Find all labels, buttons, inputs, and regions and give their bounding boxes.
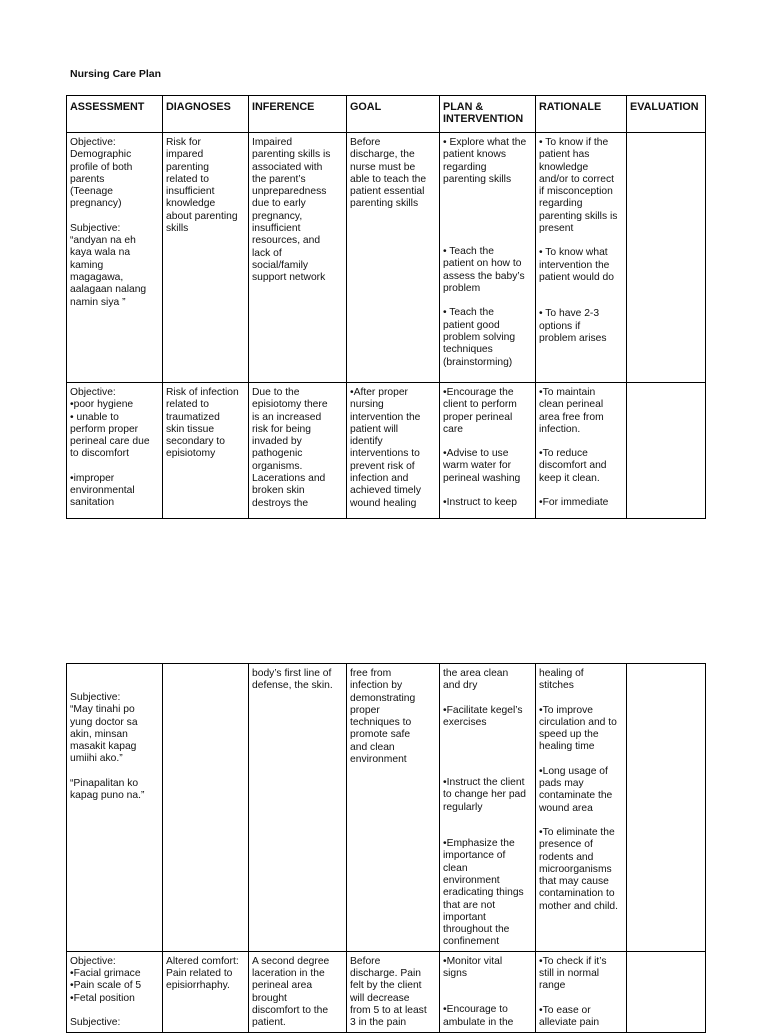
cell-text-line: • Teach the xyxy=(443,307,494,319)
line-spacer xyxy=(539,815,623,827)
line-spacer xyxy=(70,211,159,223)
cell-text-line: will decrease xyxy=(350,992,410,1004)
table-2-body xyxy=(67,664,706,1033)
cell-text-line: aalagaan nalang xyxy=(70,284,147,296)
cell-text-line: patient. xyxy=(252,1017,286,1029)
cell-text-line: alleviate pain xyxy=(539,1016,600,1028)
cell-text-line: •To reduce xyxy=(539,448,588,460)
cell-text-line: • To know if the xyxy=(539,137,609,148)
cell-text-line: microorganisms xyxy=(539,863,612,875)
cell-assessment xyxy=(67,664,163,952)
cell-text-line: •Encourage the xyxy=(443,387,514,398)
cell-rationale xyxy=(536,383,627,519)
header-row xyxy=(67,96,706,133)
cell-text-line: namin siya ” xyxy=(70,296,126,308)
line-spacer xyxy=(443,693,532,705)
cell-text-line: able to teach the xyxy=(350,173,427,185)
header-plan-line: PLAN & xyxy=(443,101,484,113)
cell-diagnoses xyxy=(163,133,249,383)
line-spacer xyxy=(70,1005,159,1017)
cell-rationale xyxy=(536,664,627,952)
cell-text-line: pregnancy, xyxy=(252,210,303,222)
cell-text-line: • Explore what the xyxy=(443,137,527,148)
line-spacer xyxy=(443,295,532,307)
line-spacer xyxy=(539,284,623,296)
cell-text-line: that are not xyxy=(443,899,496,911)
line-spacer xyxy=(539,296,623,308)
cell-text-line: confinement xyxy=(443,936,500,948)
cell-text-line: Impaired xyxy=(252,137,293,148)
cell-text-line: associated with xyxy=(252,161,323,173)
cell-evaluation xyxy=(627,133,706,383)
cell-text-line: • Teach the xyxy=(443,246,494,258)
cell-text-line: and clean xyxy=(350,741,395,753)
cell-text-line: kapag puno na.” xyxy=(70,790,145,802)
cell-text-line: from 5 to at least xyxy=(350,1004,427,1016)
cell-text-line: techniques to xyxy=(350,717,412,729)
cell-text-line: Subjective: xyxy=(70,692,121,703)
cell-text-line: • To know what xyxy=(539,247,608,259)
cell-text-line: importance of xyxy=(443,850,506,862)
cell-text-line: body’s first line of xyxy=(252,668,332,679)
cell-text-line: related to xyxy=(166,399,209,411)
cell-text-line: throughout the xyxy=(443,924,510,936)
cell-text-line: “May tinahi po xyxy=(70,704,135,716)
cell-text-line: presence of xyxy=(539,839,593,851)
line-spacer xyxy=(539,436,623,448)
cell-text-line: the parent’s xyxy=(252,173,306,185)
cell-text-line: Objective: xyxy=(70,955,116,967)
cell-text-line: •Advise to use xyxy=(443,448,509,460)
line-spacer xyxy=(443,729,532,741)
cell-text-line: infection by xyxy=(350,680,403,692)
cell-text-line: “Pinapalitan ko xyxy=(70,777,139,789)
cell-text-line: speed up the xyxy=(539,729,599,741)
line-spacer xyxy=(70,461,159,473)
cell-text-line: •Instruct to keep xyxy=(443,497,518,509)
cell-text-line: resources, and xyxy=(252,235,321,247)
cell-text-line: •To improve xyxy=(539,704,593,716)
cell-text-line: •After proper xyxy=(350,387,408,398)
cell-text-line: Pain related to xyxy=(166,968,233,980)
cell-evaluation xyxy=(627,951,706,1032)
cell-inference xyxy=(249,664,347,952)
cell-text-line: interventions to xyxy=(350,448,420,460)
cell-text-line: Risk of infection xyxy=(166,387,239,398)
cell-text-line: insufficient xyxy=(252,223,301,235)
cell-text-line: episiorrhaphy. xyxy=(166,980,230,992)
cell-text-line: lack of xyxy=(252,247,282,259)
cell-text-line: care xyxy=(443,423,464,435)
cell-text-line: •Monitor vital xyxy=(443,955,503,967)
cell-text-line: about parenting xyxy=(166,210,238,222)
cell-text-line: • unable to xyxy=(70,411,119,423)
cell-text-line: felt by the client xyxy=(350,980,422,992)
cell-text-line: area free from xyxy=(539,411,604,423)
line-spacer xyxy=(443,992,532,1004)
cell-text-line: •To ease or xyxy=(539,1004,591,1016)
cell-text-line: impared xyxy=(166,149,204,161)
page-title: Nursing Care Plan xyxy=(70,68,162,80)
cell-text-line: environment xyxy=(350,754,407,766)
cell-text-line: mother and child. xyxy=(539,900,618,912)
cell-text-line: pads may xyxy=(539,778,584,790)
cell-text-line: masakit kapag xyxy=(70,741,137,753)
cell-text-line: wound area xyxy=(539,802,593,814)
cell-text-line: environment xyxy=(443,874,500,886)
cell-text-line: •Long usage of xyxy=(539,765,608,777)
cell-text-line: healing of xyxy=(539,668,584,679)
cell-text-line: stitches xyxy=(539,680,574,692)
cell-text-line: ambulate in the xyxy=(443,1016,514,1028)
table-row xyxy=(67,383,706,519)
table-row xyxy=(67,951,706,1032)
cell-text-line: organisms. xyxy=(252,460,303,472)
cell-text-line: “andyan na eh xyxy=(70,235,136,247)
cell-text-line: wound healing xyxy=(350,497,417,509)
cell-text-line: perform proper xyxy=(70,423,139,435)
cell-text-line: broken skin xyxy=(252,485,305,497)
line-spacer xyxy=(443,198,532,210)
cell-assessment xyxy=(67,133,163,383)
cell-text-line: yung doctor sa xyxy=(70,716,138,728)
cell-text-line: infection. xyxy=(539,423,581,435)
cell-rationale xyxy=(536,133,627,383)
cell-text-line: 3 in the pain xyxy=(350,1017,407,1029)
line-spacer xyxy=(443,814,532,826)
cell-text-line: •To check if it’s xyxy=(539,955,607,967)
cell-text-line: •Pain scale of 5 xyxy=(70,980,142,992)
cell-text-line: proper perineal xyxy=(443,411,513,423)
cell-text-line: Lacerations and xyxy=(252,473,326,485)
cell-text-line: •Facilitate kegel’s xyxy=(443,704,523,716)
cell-diagnoses xyxy=(163,951,249,1032)
cell-text-line: discomfort to the xyxy=(252,1004,329,1016)
cell-text-line: patient would do xyxy=(539,271,614,283)
cell-text-line: regarding xyxy=(539,198,583,210)
cell-text-line: •Instruct the client xyxy=(443,777,525,789)
cell-text-line: contaminate the xyxy=(539,790,613,802)
cell-text-line: skills xyxy=(166,223,189,235)
cell-text-line: eradicating things xyxy=(443,887,524,899)
line-spacer xyxy=(443,186,532,198)
line-spacer xyxy=(70,668,159,680)
cell-text-line: demonstrating xyxy=(350,692,416,704)
line-spacer xyxy=(539,993,623,1005)
cell-text-line: perineal care due xyxy=(70,436,150,448)
cell-text-line: Due to the xyxy=(252,387,300,398)
cell-text-line: parents xyxy=(70,173,105,185)
line-spacer xyxy=(443,436,532,448)
line-spacer xyxy=(443,753,532,765)
cell-text-line: options if xyxy=(539,320,581,332)
cell-text-line: promote safe xyxy=(350,729,411,741)
care-plan-table-page-1 xyxy=(66,95,706,519)
cell-text-line: knowledge xyxy=(539,161,589,173)
table-row xyxy=(67,664,706,952)
cell-text-line: perineal area xyxy=(252,980,313,992)
header-assessment: ASSESSMENT xyxy=(67,96,163,133)
cell-text-line: Subjective: xyxy=(70,222,121,234)
line-spacer xyxy=(70,680,159,692)
cell-text-line: Objective: xyxy=(70,387,116,398)
cell-text-line: •Facial grimace xyxy=(70,968,141,980)
cell-text-line: destroys the xyxy=(252,497,309,509)
cell-text-line: parenting skills xyxy=(443,173,512,185)
cell-inference xyxy=(249,951,347,1032)
cell-text-line: support network xyxy=(252,272,326,284)
cell-text-line: secondary to xyxy=(166,436,225,448)
cell-text-line: •improper xyxy=(70,472,115,484)
cell-text-line: kaming xyxy=(70,259,104,271)
cell-text-line: •Fetal position xyxy=(70,992,135,1004)
cell-text-line: nursing xyxy=(350,399,384,411)
cell-text-line: •Emphasize the xyxy=(443,838,515,850)
cell-text-line: •Encourage to xyxy=(443,1004,508,1016)
cell-goal xyxy=(347,133,440,383)
cell-text-line: Subjective: xyxy=(70,1016,121,1028)
cell-text-line: assess the baby’s xyxy=(443,270,525,282)
cell-text-line: problem arises xyxy=(539,332,607,344)
cell-text-line: exercises xyxy=(443,716,487,728)
line-spacer xyxy=(443,485,532,497)
cell-text-line: techniques xyxy=(443,344,493,356)
cell-text-line: keep it clean. xyxy=(539,472,600,484)
cell-text-line: discharge. Pain xyxy=(350,968,421,980)
cell-text-line: patient will xyxy=(350,423,399,435)
cell-text-line: laceration in the xyxy=(252,968,325,980)
line-spacer xyxy=(70,766,159,778)
cell-text-line: unpreparedness xyxy=(252,186,327,198)
line-spacer xyxy=(443,826,532,838)
cell-plan-intervention xyxy=(440,133,536,383)
cell-text-line: akin, minsan xyxy=(70,728,128,740)
cell-text-line: healing time xyxy=(539,741,595,753)
line-spacer xyxy=(539,754,623,766)
cell-text-line: problem solving xyxy=(443,331,516,343)
cell-text-line: patient essential xyxy=(350,186,425,198)
cell-diagnoses xyxy=(163,664,249,952)
cell-text-line: if misconception xyxy=(539,186,613,198)
cell-evaluation xyxy=(627,383,706,519)
cell-text-line: •To eliminate the xyxy=(539,826,615,838)
header-goal: GOAL xyxy=(347,96,440,133)
cell-text-line: related to xyxy=(166,173,209,185)
cell-text-line: invaded by xyxy=(252,436,302,448)
cell-text-line: client to perform xyxy=(443,399,517,411)
cell-text-line: sanitation xyxy=(70,497,115,509)
cell-text-line: free from xyxy=(350,668,392,679)
cell-goal xyxy=(347,383,440,519)
cell-diagnoses xyxy=(163,383,249,519)
cell-text-line: clean xyxy=(443,862,468,874)
line-spacer xyxy=(443,210,532,222)
cell-text-line: clean perineal xyxy=(539,399,604,411)
cell-evaluation xyxy=(627,664,706,952)
cell-goal xyxy=(347,951,440,1032)
cell-text-line: Risk for xyxy=(166,137,201,148)
cell-text-line: still in normal xyxy=(539,968,600,980)
cell-plan-intervention xyxy=(440,951,536,1032)
cell-text-line: knowledge xyxy=(166,198,216,210)
cell-text-line: intervention the xyxy=(539,259,610,271)
table-1-body xyxy=(67,133,706,519)
cell-text-line: magagawa, xyxy=(70,271,124,283)
cell-text-line: warm water for xyxy=(443,460,512,472)
cell-text-line: Demographic xyxy=(70,149,132,161)
cell-text-line: proper xyxy=(350,704,380,716)
cell-text-line: patient on how to xyxy=(443,258,522,270)
cell-text-line: profile of both xyxy=(70,161,133,173)
line-spacer xyxy=(539,693,623,705)
cell-text-line: brought xyxy=(252,992,287,1004)
line-spacer xyxy=(443,234,532,246)
line-spacer xyxy=(443,765,532,777)
cell-text-line: (brainstorming) xyxy=(443,356,513,368)
cell-text-line: to discomfort xyxy=(70,448,129,460)
cell-text-line: is an increased xyxy=(252,411,322,423)
cell-text-line: environmental xyxy=(70,485,135,497)
cell-text-line: insufficient xyxy=(166,186,215,198)
care-plan-table-page-2 xyxy=(66,663,706,1033)
cell-text-line: patient has xyxy=(539,149,590,161)
cell-text-line: pregnancy) xyxy=(70,198,122,210)
cell-text-line: Before xyxy=(350,137,381,148)
cell-text-line: skin tissue xyxy=(166,423,215,435)
cell-text-line: defense, the skin. xyxy=(252,680,333,692)
line-spacer xyxy=(443,222,532,234)
cell-text-line: important xyxy=(443,911,486,923)
cell-text-line: range xyxy=(539,980,566,992)
cell-text-line: pathogenic xyxy=(252,448,303,460)
cell-assessment xyxy=(67,951,163,1032)
cell-text-line: parenting xyxy=(166,161,209,173)
line-spacer xyxy=(443,980,532,992)
cell-text-line: to change her pad xyxy=(443,789,527,801)
cell-text-line: A second degree xyxy=(252,955,330,967)
cell-text-line: episiotomy xyxy=(166,448,216,460)
cell-text-line: perineal washing xyxy=(443,472,521,484)
cell-text-line: nurse must be xyxy=(350,161,416,173)
cell-text-line: discharge, the xyxy=(350,149,415,161)
cell-text-line: • To have 2-3 xyxy=(539,308,600,320)
cell-text-line: Objective: xyxy=(70,137,116,148)
cell-text-line: prevent risk of xyxy=(350,460,415,472)
cell-text-line: •poor hygiene xyxy=(70,399,134,411)
cell-text-line: patient good xyxy=(443,319,500,331)
cell-text-line: regularly xyxy=(443,801,483,813)
cell-text-line: parenting skills is xyxy=(252,149,331,161)
cell-text-line: Altered comfort: xyxy=(166,955,239,967)
cell-text-line: infection and xyxy=(350,473,409,485)
cell-text-line: identify xyxy=(350,436,383,448)
cell-text-line: and/or to correct xyxy=(539,173,614,185)
cell-goal xyxy=(347,664,440,952)
cell-text-line: •To maintain xyxy=(539,387,596,398)
cell-text-line: discomfort and xyxy=(539,460,607,472)
header-evaluation: EVALUATION xyxy=(627,96,706,133)
line-spacer xyxy=(443,741,532,753)
cell-text-line: that may cause xyxy=(539,876,609,888)
cell-plan-intervention xyxy=(440,383,536,519)
cell-text-line: signs xyxy=(443,968,468,980)
cell-text-line: problem xyxy=(443,283,481,295)
cell-text-line: patient knows xyxy=(443,149,506,161)
cell-text-line: (Teenage xyxy=(70,186,113,198)
cell-text-line: kaya wala na xyxy=(70,247,131,259)
header-plan-intervention xyxy=(440,96,536,133)
cell-text-line: •For immediate xyxy=(539,497,609,509)
cell-assessment xyxy=(67,383,163,519)
line-spacer xyxy=(539,235,623,247)
cell-text-line: achieved timely xyxy=(350,485,421,497)
table-row xyxy=(67,133,706,383)
cell-text-line: and dry xyxy=(443,680,478,692)
cell-text-line: parenting skills is xyxy=(539,210,618,222)
cell-text-line: intervention the xyxy=(350,411,421,423)
cell-plan-intervention xyxy=(440,664,536,952)
cell-text-line: social/family xyxy=(252,259,309,271)
header-inference: INFERENCE xyxy=(249,96,347,133)
cell-inference xyxy=(249,383,347,519)
cell-text-line: the area clean xyxy=(443,668,509,679)
header-rationale: RATIONALE xyxy=(536,96,627,133)
line-spacer xyxy=(539,485,623,497)
cell-text-line: traumatized xyxy=(166,411,220,423)
cell-text-line: contamination to xyxy=(539,888,615,900)
header-diagnoses: DIAGNOSES xyxy=(163,96,249,133)
cell-inference xyxy=(249,133,347,383)
cell-text-line: due to early xyxy=(252,198,306,210)
cell-text-line: parenting skills xyxy=(350,198,419,210)
cell-text-line: Before xyxy=(350,955,381,967)
cell-rationale xyxy=(536,951,627,1032)
cell-text-line: regarding xyxy=(443,161,487,173)
cell-text-line: present xyxy=(539,223,574,235)
cell-text-line: circulation and to xyxy=(539,716,617,728)
cell-text-line: risk for being xyxy=(252,423,311,435)
cell-text-line: rodents and xyxy=(539,851,594,863)
header-intervention-line: INTERVENTION xyxy=(443,113,524,126)
cell-text-line: episiotomy there xyxy=(252,399,328,411)
cell-text-line: umiihi ako.” xyxy=(70,753,123,765)
